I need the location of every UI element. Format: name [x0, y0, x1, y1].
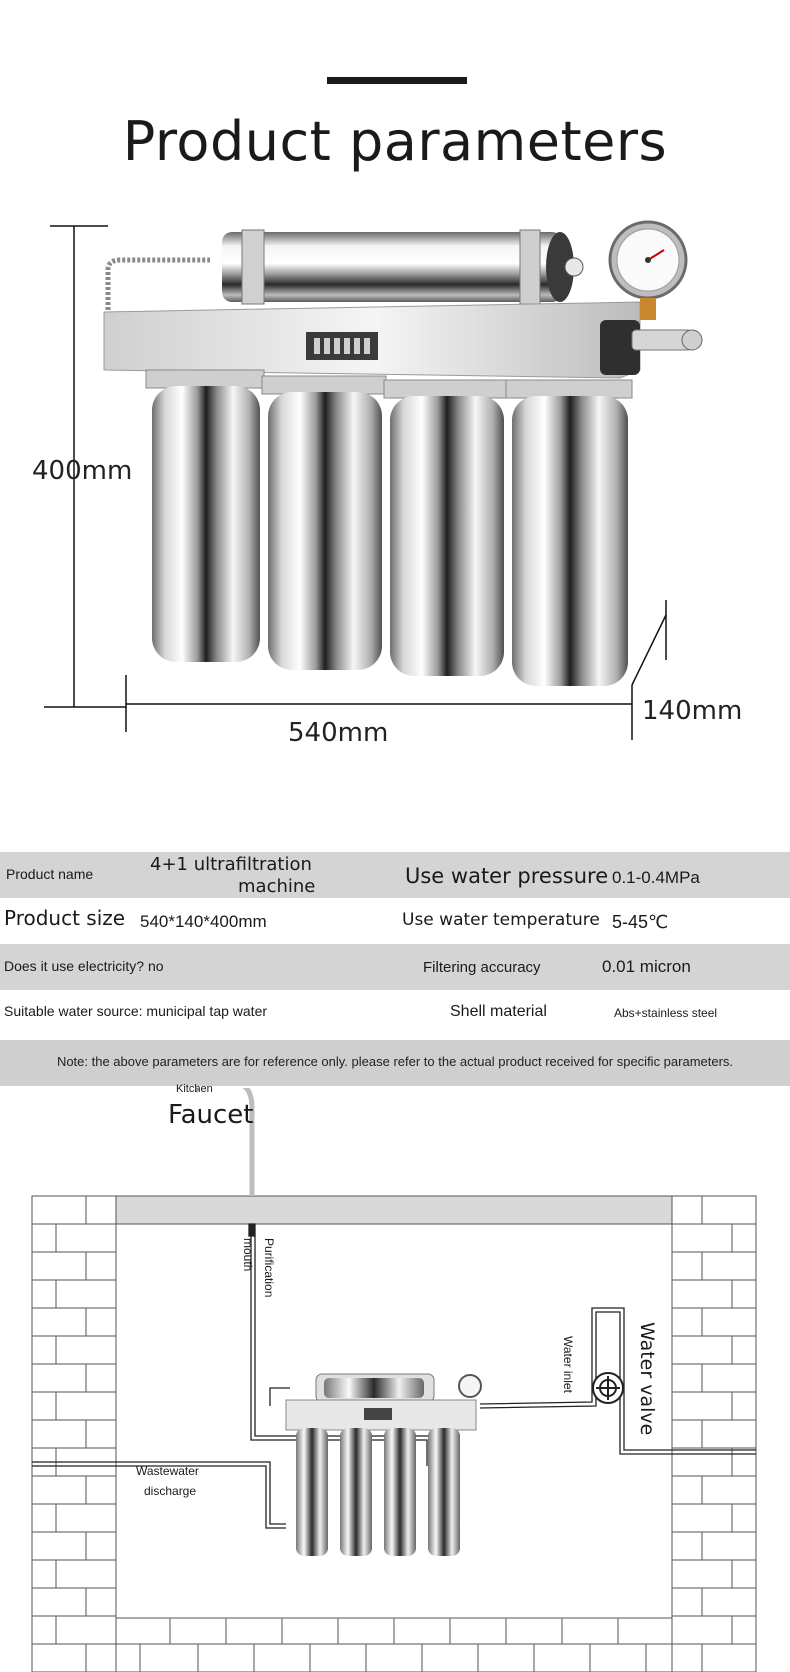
- table-row: [0, 898, 790, 944]
- product-name-value-line1: 4+1 ultrafiltration: [150, 854, 312, 875]
- water-source-text: Suitable water source: municipal tap water: [4, 1003, 268, 1019]
- parameter-table: [0, 852, 790, 1036]
- filter-canister-1: [146, 370, 264, 662]
- table-row: [0, 852, 790, 898]
- electricity-text: Does it use electricity? no: [4, 958, 164, 974]
- faucet-small-label: Kitchen: [176, 1083, 213, 1095]
- product-name-label: Product name: [6, 866, 94, 882]
- top-membrane-tube: [222, 230, 583, 304]
- title-accent-bar: [327, 77, 467, 84]
- water-valve-label: Water valve: [636, 1322, 658, 1436]
- wastewater-label-line1: Wastewater: [136, 1464, 199, 1478]
- pressure-label: Use water pressure: [405, 864, 609, 888]
- faucet-label: Faucet: [168, 1100, 254, 1130]
- depth-dimension-label: 140mm: [642, 696, 743, 726]
- filter-canister-3: [384, 380, 508, 676]
- height-dimension-label: 400mm: [32, 456, 133, 486]
- pressure-value: 0.1-0.4MPa: [612, 868, 700, 887]
- shell-material-label: Shell material: [450, 1003, 547, 1020]
- water-valve-icon: [593, 1373, 623, 1403]
- filtering-accuracy-value: 0.01 micron: [602, 957, 691, 976]
- wastewater-label-line2: discharge: [144, 1484, 197, 1498]
- filter-canister-2: [262, 376, 386, 670]
- product-name-value-line2: machine: [238, 876, 316, 897]
- temperature-value: 5-45℃: [612, 912, 669, 932]
- water-inlet-label: Water inlet: [561, 1336, 575, 1393]
- dimension-diagram: [0, 220, 790, 810]
- table-row: [0, 944, 790, 990]
- filtering-accuracy-label: Filtering accuracy: [423, 959, 541, 976]
- temperature-label: Use water temperature: [402, 910, 600, 930]
- purifier-unit: [286, 1374, 481, 1556]
- purification-label: Purification: [262, 1238, 276, 1298]
- width-dimension-label: 540mm: [288, 718, 389, 748]
- filter-canister-4: [506, 380, 632, 686]
- page-title: Product parameters: [122, 110, 668, 173]
- table-row: [0, 990, 790, 1036]
- shell-material-value: Abs+stainless steel: [614, 1006, 718, 1020]
- note-banner: [0, 1040, 790, 1086]
- product-size-label: Product size: [4, 906, 126, 930]
- mounting-plate: [104, 302, 640, 378]
- product-size-value: 540*140*400mm: [140, 912, 267, 931]
- mouth-label: mouth: [241, 1238, 255, 1272]
- note-text: Note: the above parameters are for reference only. please refer to the actual product received for specific parameters.: [56, 1054, 734, 1069]
- installation-diagram: [0, 1083, 790, 1672]
- installation-illustration: [0, 1088, 790, 1672]
